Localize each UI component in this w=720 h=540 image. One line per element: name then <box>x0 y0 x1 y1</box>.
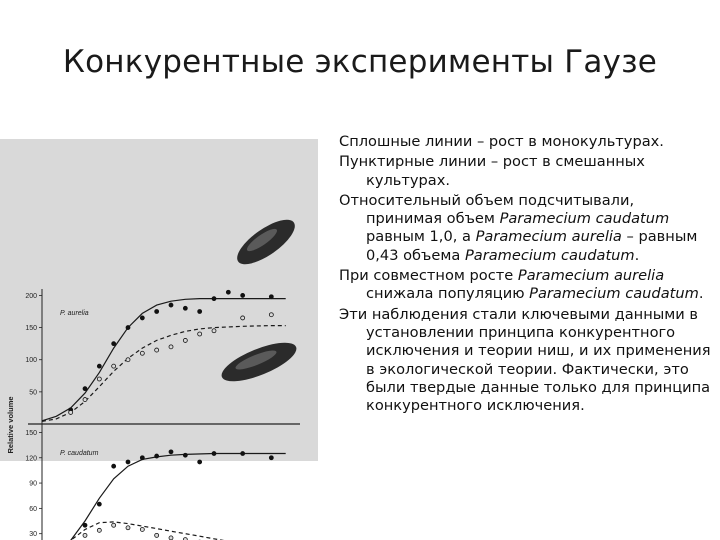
paragraph-dashed-lines: Пунктирные линии – рост в смешанных культурах. <box>339 153 645 189</box>
gause-experiment-figure <box>0 139 318 539</box>
monoculture-point <box>269 456 273 460</box>
y-tick-label: 100 <box>25 357 37 365</box>
mixed-culture-point <box>83 398 87 402</box>
monoculture-point <box>112 464 116 468</box>
species-name: Paramecium caudatum <box>529 285 699 303</box>
paragraph-relative-volume <box>339 192 711 265</box>
y-tick-label: 50 <box>29 389 37 397</box>
mixed-culture-point <box>140 351 144 355</box>
text-run: . <box>634 246 640 264</box>
monoculture-point <box>241 293 245 297</box>
paragraph-solid-lines: Сплошные линии – рост в монокультурах. <box>339 133 664 150</box>
monoculture-fit-line <box>42 454 286 540</box>
monoculture-point <box>198 310 202 314</box>
mixed-culture-point <box>97 377 101 381</box>
slide-text <box>339 133 711 417</box>
mixed-culture-point <box>183 338 187 342</box>
species-name: Paramecium aurelia <box>475 228 622 246</box>
y-tick-label: 200 <box>25 292 37 300</box>
mixed-culture-point <box>169 536 173 540</box>
monoculture-point <box>97 502 101 506</box>
slide-title: Конкурентные эксперименты Гаузе <box>62 44 658 80</box>
y-tick-label: 30 <box>29 531 37 539</box>
paragraph-joint-growth <box>339 267 711 304</box>
monoculture-point <box>155 310 159 314</box>
mixed-culture-point <box>198 332 202 336</box>
monoculture-point <box>183 453 187 457</box>
monoculture-point <box>269 295 273 299</box>
text-run: – равным 0,43 объема <box>366 228 698 264</box>
monoculture-point <box>112 342 116 346</box>
monoculture-point <box>126 460 130 464</box>
mixed-culture-point <box>140 527 144 531</box>
monoculture-point <box>126 326 130 330</box>
text-run: Относительный объем подсчитывали, принимая объем <box>339 191 635 228</box>
monoculture-point <box>140 316 144 320</box>
monoculture-point <box>183 306 187 310</box>
mixed-culture-point <box>241 316 245 320</box>
mixed-culture-point <box>212 329 216 333</box>
mixed-culture-point <box>69 410 73 414</box>
mixed-culture-point <box>269 313 273 317</box>
species-name: Paramecium caudatum <box>499 210 670 228</box>
mixed-culture-point <box>169 345 173 349</box>
text-run: При совместном росте <box>339 267 518 285</box>
mixed-culture-point <box>126 526 130 530</box>
mixed-culture-point <box>83 533 87 537</box>
y-axis-title: Relative volume <box>6 396 15 454</box>
mixed-culture-point <box>112 523 116 527</box>
mixed-culture-point <box>97 528 101 532</box>
monoculture-point <box>226 290 230 294</box>
text-run: снижала популяцию <box>366 285 530 303</box>
monoculture-point <box>83 387 87 391</box>
panel-label: P. aurelia <box>60 310 89 317</box>
species-name: Paramecium caudatum <box>464 246 635 264</box>
y-tick-label: 150 <box>25 325 37 333</box>
monoculture-point <box>155 454 159 458</box>
monoculture-point <box>212 297 216 301</box>
monoculture-point <box>83 523 87 527</box>
mixed-culture-point <box>155 348 159 352</box>
y-tick-label: 150 <box>25 429 37 437</box>
y-tick-label: 90 <box>29 480 37 488</box>
monoculture-point <box>97 364 101 368</box>
text-run: . <box>698 285 704 303</box>
y-tick-label: 60 <box>29 505 37 513</box>
text-run: равным 1,0, а <box>366 228 476 246</box>
mixed-culture-point <box>112 364 116 368</box>
monoculture-point <box>241 452 245 456</box>
mixed-culture-point <box>126 358 130 362</box>
monoculture-point <box>212 452 216 456</box>
mixed-culture-point <box>155 533 159 537</box>
y-tick-label: 120 <box>25 455 37 463</box>
panel-label: P. caudatum <box>60 450 99 457</box>
species-name: Paramecium aurelia <box>517 267 665 285</box>
mixed-culture-fit-line <box>42 522 286 540</box>
monoculture-point <box>140 456 144 460</box>
monoculture-point <box>198 460 202 464</box>
gause-growth-charts <box>0 139 318 539</box>
monoculture-point <box>169 450 173 454</box>
monoculture-point <box>169 303 173 307</box>
paragraph-conclusion: Эти наблюдения стали ключевыми данными в установлении принципа конкурентного исключения и теории ниш, и их применения в экологической теории. Фактически, это были твердые данные только для принципа конкурентного исключения. <box>339 305 711 415</box>
